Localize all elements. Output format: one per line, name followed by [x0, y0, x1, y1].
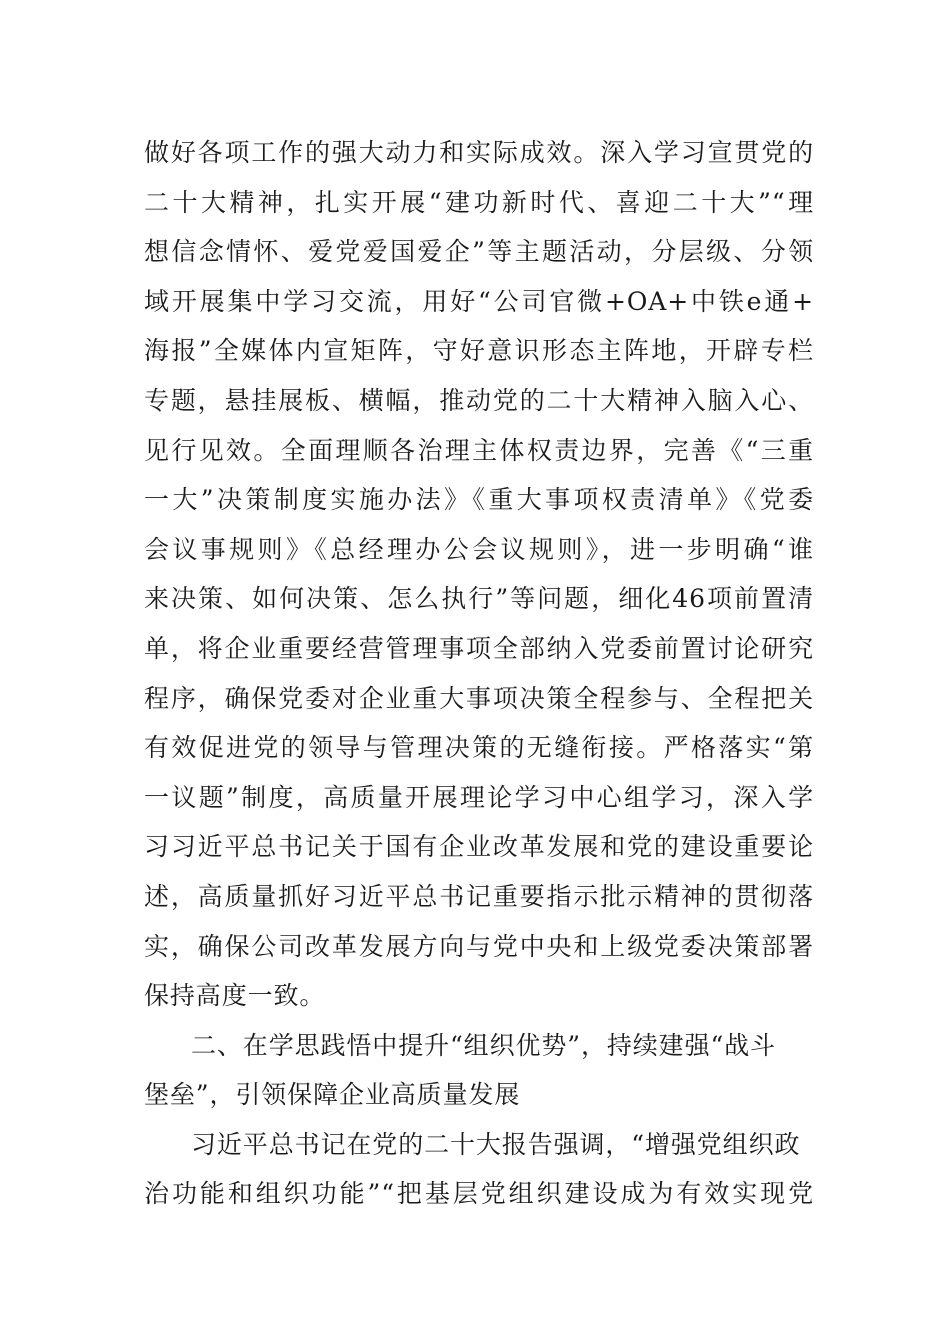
text-line: 来决策、如何决策、怎么执行”等问题，细化46项前置清: [144, 584, 814, 614]
text-line: 一大”决策制度实施办法》《重大事项权责清单》《党委: [144, 485, 814, 515]
text-line: 习习近平总书记关于国有企业改革发展和党的建设重要论: [144, 832, 814, 862]
text-line: 保持高度一致。: [144, 981, 326, 1011]
text-line: 二十大精神，扎实开展“建功新时代、喜迎二十大”“理: [144, 187, 814, 217]
section-heading-line: 堡垒”，引领保障企业高质量发展: [144, 1080, 521, 1110]
section-heading-line: 二、在学思践悟中提升“组织优势”，持续建强“战斗: [191, 1030, 776, 1060]
text-line: 会议事规则》《总经理办公会议规则》，进一步明确“谁: [144, 534, 814, 564]
text-line: 专题，悬挂展板、横幅，推动党的二十大精神入脑入心、: [144, 385, 814, 415]
text-line: 实，确保公司改革发展方向与党中央和上级党委决策部署: [144, 931, 814, 961]
text-line: 述，高质量抓好习近平总书记重要指示批示精神的贯彻落: [144, 881, 814, 911]
text-line: 海报”全媒体内宣矩阵，守好意识形态主阵地，开辟专栏: [144, 336, 814, 366]
text-line: 治功能和组织功能”“把基层党组织建设成为有效实现党: [144, 1179, 814, 1209]
text-line: 有效促进党的领导与管理决策的无缝衔接。严格落实“第: [144, 733, 814, 763]
text-line: 一议题”制度，高质量开展理论学习中心组学习，深入学: [144, 782, 814, 812]
text-line: 域开展集中学习交流，用好“公司官微+OA+中铁e通+: [144, 286, 814, 316]
text-line: 见行见效。全面理顺各治理主体权责边界，完善《“三重: [144, 435, 814, 465]
text-line: 单，将企业重要经营管理事项全部纳入党委前置讨论研究: [144, 633, 814, 663]
text-line: 做好各项工作的强大动力和实际成效。深入学习宣贯党的: [144, 138, 814, 167]
text-line: 习近平总书记在党的二十大报告强调，“增强党组织政: [191, 1129, 801, 1159]
body-text: [144, 128, 814, 1219]
text-line: 想信念情怀、爱党爱国爱企”等主题活动，分层级、分领: [144, 237, 814, 267]
text-line: 程序，确保党委对企业重大事项决策全程参与、全程把关: [144, 683, 814, 713]
